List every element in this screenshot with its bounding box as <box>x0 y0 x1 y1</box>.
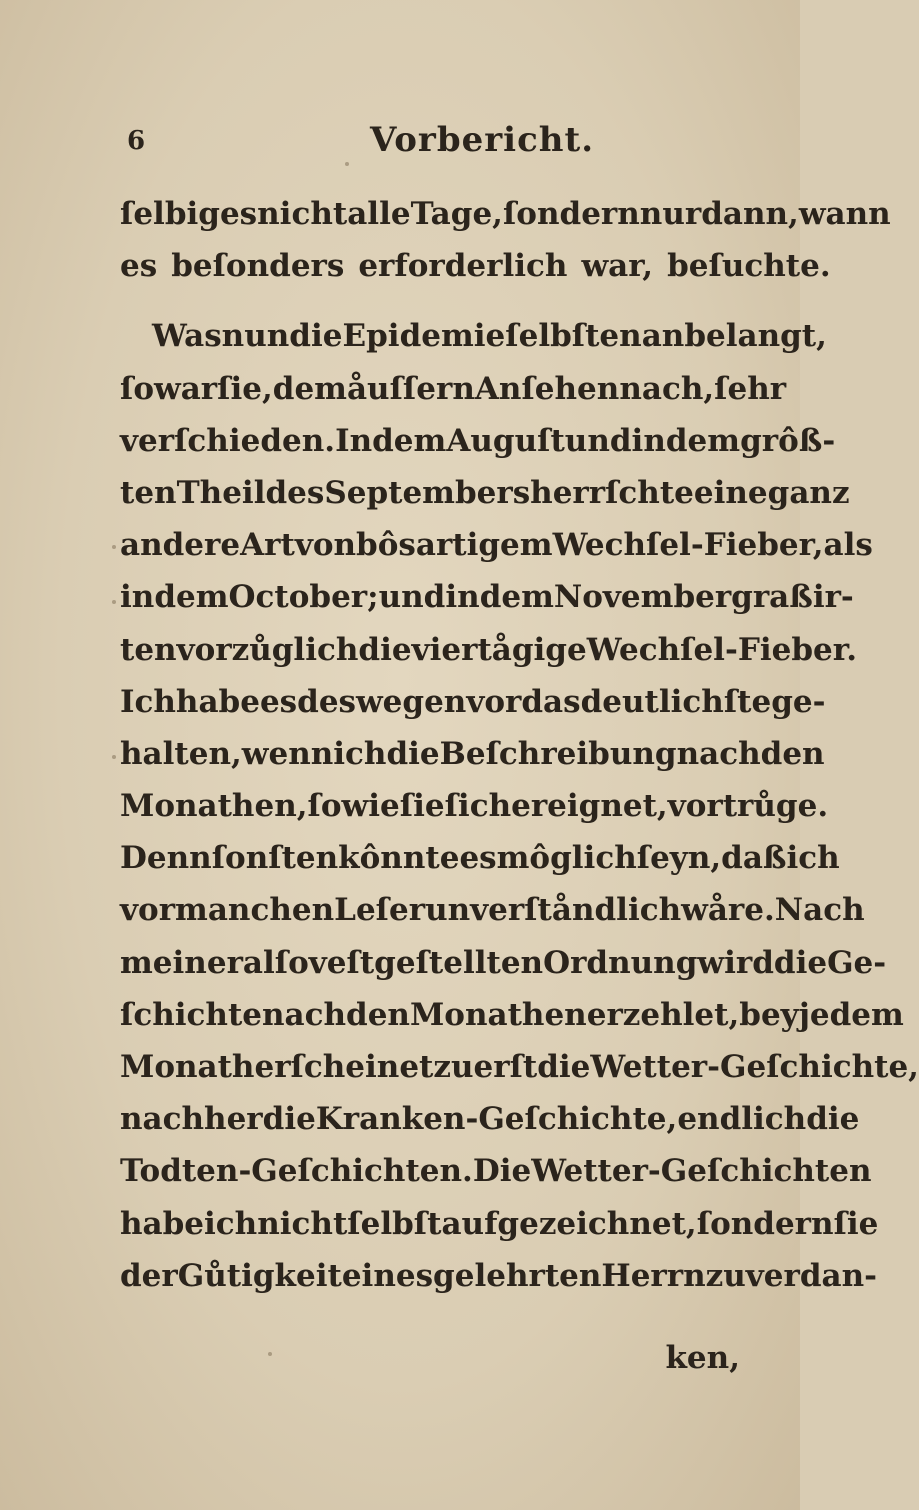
text-line: Todten-Geſchichten. Die Wetter-Geſchichten <box>120 1153 872 1190</box>
text-line: Denn ſonſten kônnte es môglich ſeyn, daß ich <box>120 840 840 877</box>
text-line: ten Theil des Septembers herrſchte eine ganz <box>120 474 850 511</box>
text-line: halten, wenn ich die Beſchreibung nach den <box>120 735 825 772</box>
paper-speck <box>112 755 116 759</box>
text-line: vor manchen Leſer unverſtåndlich wåre. Nach <box>120 892 865 929</box>
text-line: andere Art von bôsartigem Wechſel-Fieber, als <box>120 527 873 564</box>
text-line: in dem October; und in dem November graßir- <box>120 579 854 616</box>
text-line: nachher die Kranken-Geſchichte, endlich die <box>120 1101 860 1138</box>
paper-speck <box>112 545 116 549</box>
text-line: der Gůtigkeit eines gelehrten Herrn zu verdan- <box>120 1257 878 1294</box>
text-line: Monathen, ſo wie ſie ſich ereignet, vortrůge. <box>120 788 829 825</box>
text-line: meiner alſo veſtgeſtellten Ordnung wird die Ge- <box>120 944 887 981</box>
text-line: ſo war ſie, dem åuſſern Anſehen nach, ſehr <box>120 370 787 407</box>
text-line: ſchichte nach den Monathen erzehlet, bey jedem <box>120 996 904 1033</box>
catchword: ken, <box>665 1340 740 1376</box>
text-line: Ich habe es deswegen vor das deutlichſte ge- <box>120 683 826 720</box>
text-line: verſchieden. In dem Auguſt und in dem grôß- <box>120 422 836 459</box>
body-text <box>120 188 919 1302</box>
paragraph-gap <box>120 292 740 310</box>
page-number: 6 <box>127 126 146 156</box>
paper-speck <box>112 600 116 604</box>
text-line: es beſonders erforderlich war, beſuchte. <box>120 248 831 285</box>
paper-speck <box>268 1352 272 1356</box>
text-line: Monath erſcheinet zuerſt die Wetter-Geſchichte, <box>120 1049 919 1085</box>
page-header <box>0 120 800 170</box>
running-title: Vorbericht. <box>370 120 595 160</box>
text-line: habe ich nicht ſelbſt aufgezeichnet, ſondern ſie <box>120 1205 879 1242</box>
text-line: Was nun die Epidemie ſelbſten anbelangt, <box>152 318 827 355</box>
text-line: ſelbiges nicht alle Tage, ſondern nur dann, wann <box>120 196 891 232</box>
text-line: ten vorzůglich die viertågige Wechſel-Fieber. <box>120 631 858 668</box>
paper-speck <box>345 162 349 166</box>
